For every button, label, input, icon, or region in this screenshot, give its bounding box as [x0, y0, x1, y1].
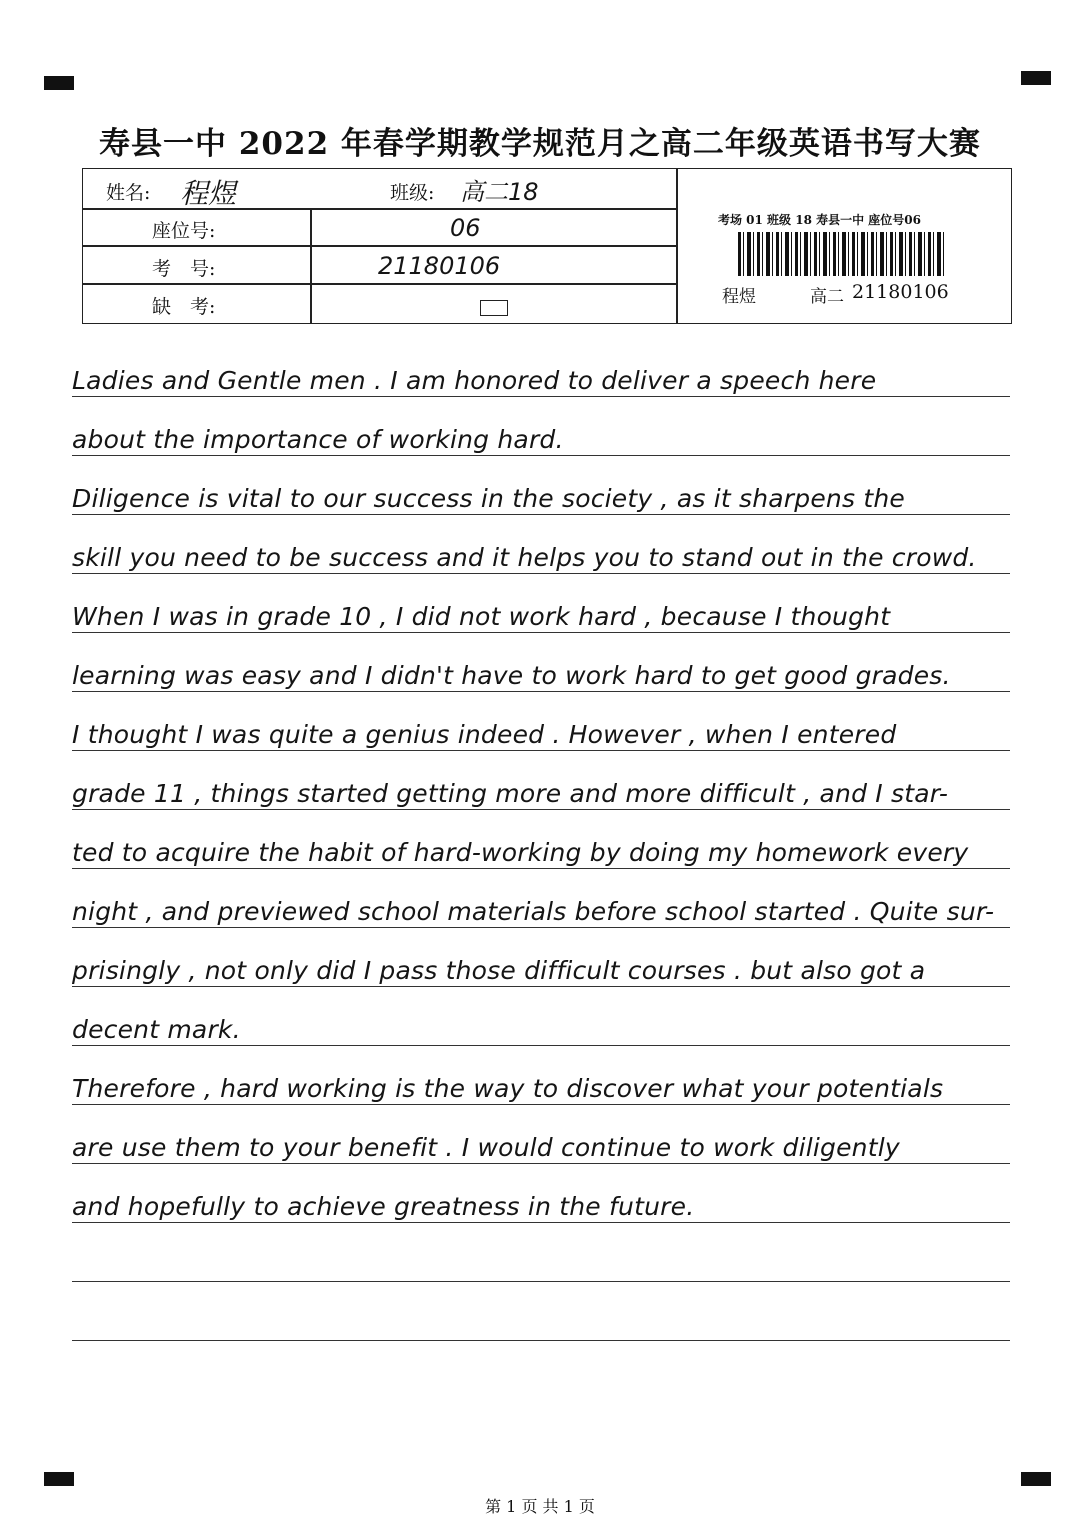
name-label: 姓名: — [106, 182, 151, 204]
ruled-line — [72, 750, 1010, 751]
class-label: 班级: — [390, 182, 435, 204]
ruled-line — [72, 868, 1010, 869]
name-value: 程煜 — [180, 177, 237, 210]
table-divider — [82, 245, 677, 247]
registration-mark-top-left — [44, 76, 74, 90]
essay-line: I thought I was quite a genius indeed . However , when I entered — [72, 720, 897, 749]
ruled-line — [72, 1104, 1010, 1105]
registration-mark-bottom-right — [1021, 1472, 1051, 1486]
ruled-line — [72, 1222, 1010, 1223]
ruled-line — [72, 455, 1010, 456]
table-divider — [82, 208, 677, 210]
table-divider — [82, 283, 677, 285]
essay-line: skill you need to be success and it helps you to stand out in the crowd. — [72, 543, 977, 572]
ruled-line — [72, 986, 1010, 987]
table-divider — [310, 208, 312, 324]
ruled-line — [72, 396, 1010, 397]
seat-label: 座位号: — [152, 220, 216, 242]
essay-line: prisingly , not only did I pass those difficult courses . but also got a — [72, 956, 926, 985]
exam-number-value: 21180106 — [378, 252, 501, 280]
absent-label: 缺 考: — [152, 296, 216, 318]
class-value: 高二18 — [460, 178, 539, 206]
ruled-line — [72, 1340, 1010, 1341]
barcode-name: 程煜 — [722, 287, 756, 307]
ruled-line — [72, 573, 1010, 574]
barcode-header: 考场 01 班级 18 寿县一中 座位号06 — [718, 213, 921, 227]
registration-mark-top-right — [1021, 71, 1051, 85]
essay-line: are use them to your benefit . I would continue to work diligently — [72, 1133, 900, 1162]
ruled-line — [72, 632, 1010, 633]
essay-line: When I was in grade 10 , I did not work hard , because I thought — [72, 602, 891, 631]
ruled-line — [72, 809, 1010, 810]
seat-value: 06 — [450, 214, 481, 242]
essay-line: and hopefully to achieve greatness in the future. — [72, 1192, 695, 1221]
essay-line: Diligence is vital to our success in the society , as it sharpens the — [72, 484, 905, 513]
registration-mark-bottom-left — [44, 1472, 74, 1486]
barcode-number: 21180106 — [852, 281, 949, 303]
ruled-line — [72, 691, 1010, 692]
essay-line: Ladies and Gentle men . I am honored to deliver a speech here — [72, 366, 877, 395]
ruled-line — [72, 514, 1010, 515]
essay-line: Therefore , hard working is the way to discover what your potentials — [72, 1074, 944, 1103]
absent-checkbox[interactable] — [480, 300, 508, 316]
essay-line: grade 11 , things started getting more and more difficult , and I star- — [72, 779, 949, 808]
ruled-line — [72, 1045, 1010, 1046]
page-number-footer: 第 1 页 共 1 页 — [485, 1497, 595, 1516]
essay-line: night , and previewed school materials before school started . Quite sur- — [72, 897, 995, 926]
ruled-line — [72, 1163, 1010, 1164]
essay-line: ted to acquire the habit of hard-working by doing my homework every — [72, 838, 969, 867]
ruled-line — [72, 1281, 1010, 1282]
page-title: 寿县一中 2022 年春学期教学规范月之高二年级英语书写大赛 — [99, 126, 981, 162]
ruled-line — [72, 927, 1010, 928]
exam-number-label: 考 号: — [152, 258, 216, 280]
essay-line: about the importance of working hard. — [72, 425, 564, 454]
essay-line: decent mark. — [72, 1015, 241, 1044]
barcode-icon — [738, 232, 944, 276]
essay-line: learning was easy and I didn't have to work hard to get good grades. — [72, 661, 951, 690]
barcode-grade: 高二 — [810, 287, 844, 307]
